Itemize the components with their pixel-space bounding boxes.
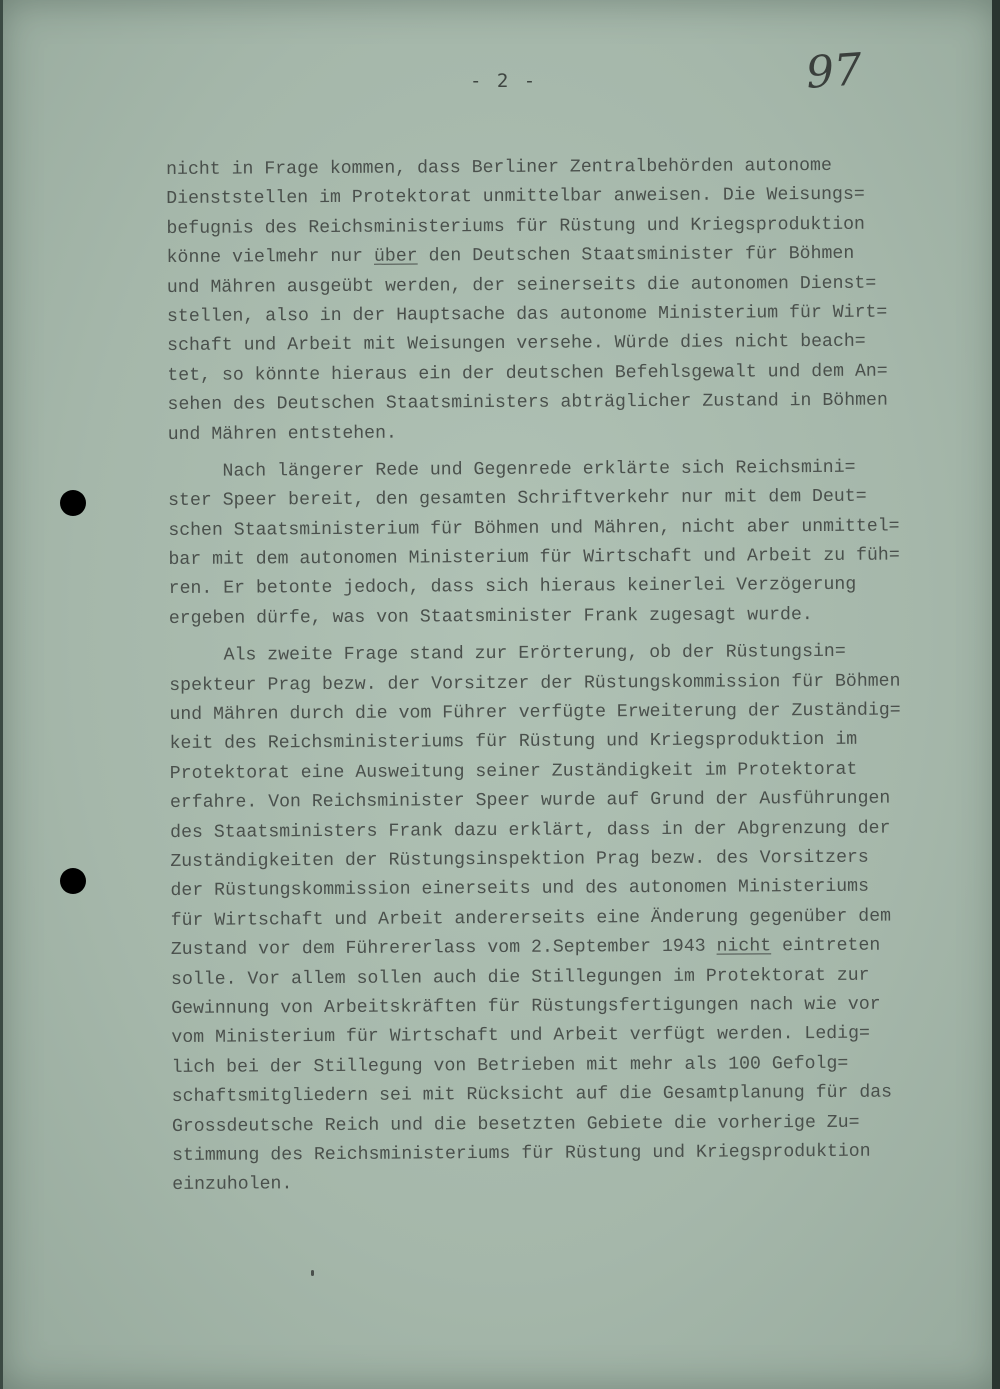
text-line: Gewinnung von Arbeitskräften für Rüstungsfertigungen nach wie vor [171, 994, 881, 1019]
paragraph-3 [169, 637, 992, 1200]
text-line: solle. Vor allem sollen auch die Stillegungen im Protektorat zur [170, 965, 870, 990]
text-line: bar mit dem autonomen Ministerium für Wirtschaft und Arbeit zu füh= [168, 545, 900, 571]
paragraph-2 [168, 453, 989, 634]
text-line: schaft und Arbeit mit Weisungen versehe. Würde dies nicht beach= [167, 332, 866, 357]
page-right-edge [992, 0, 1000, 1389]
text-line: tet, so könnte hieraus ein der deutschen Befehlsgewalt und dem An= [167, 361, 888, 386]
text-line: keit des Reichsministeriums für Rüstung und Kriegsproduktion im [169, 730, 858, 755]
page-left-edge [0, 0, 3, 1389]
text-line: Protektorat eine Ausweitung seiner Zuständigkeit im Protektorat [169, 759, 858, 784]
text-line: und Mähren durch die vom Führer verfügte Erweiterung der Zuständig= [169, 700, 901, 726]
text-line: Zuständigkeiten der Rüstungsinspektion Prag bezw. des Vorsitzers [170, 847, 869, 872]
text-line: stellen, also in der Hauptsache das autonome Ministerium für Wirt= [166, 302, 888, 327]
text-segment: Zustand vor dem Führererlass vom 2.September 1943 [170, 936, 717, 961]
paper-speck [311, 1270, 314, 1276]
text-line: Dienststellen im Protektorat unmittelbar anweisen. Die Weisungs= [166, 185, 865, 210]
text-line: Grossdeutsche Reich und die besetzten Gebiete die vorherige Zu= [171, 1112, 860, 1137]
text-line: Nach längerer Rede und Gegenrede erklärte sich Reichsmini= [167, 457, 856, 482]
text-line: erfahre. Von Reichsminister Speer wurde auf Grund der Ausführungen [169, 788, 891, 814]
text-line: spekteur Prag bezw. der Vorsitzer der Rüstungskommission für Böhmen [169, 671, 901, 696]
text-line: und Mähren ausgeübt werden, der seinerseits die autonomen Dienst= [166, 273, 877, 298]
text-line: ren. Er betonte jedoch, dass sich hieraus keinerlei Verzögerung [168, 575, 857, 600]
punch-hole-bottom [60, 868, 86, 894]
text-line: der Rüstungskommission einerseits und des autonomen Ministeriums [170, 877, 870, 902]
underlined-word: nicht [716, 936, 772, 957]
underlined-word: über [373, 246, 418, 267]
text-line: befugnis des Reichsministeriums für Rüstung und Kriegsproduktion [166, 214, 866, 239]
text-line: schen Staatsministerium für Böhmen und Mähren, nicht aber unmittel= [168, 516, 900, 541]
text-line: nicht in Frage kommen, dass Berliner Zentralbehörden autonome [166, 155, 832, 180]
text-line: sehen des Deutschen Staatsministers abträglicher Zustand in Böhmen [167, 390, 888, 416]
text-segment: eintreten [771, 935, 881, 957]
text-line: schaftsmitgliedern sei mit Rücksicht auf die Gesamtplanung für das [171, 1082, 893, 1108]
text-segment: könne vielmehr nur [166, 246, 375, 269]
text-line: und Mähren entstehen. [167, 423, 397, 445]
page-number: - 2 - [470, 70, 538, 92]
text-line: vom Ministerium für Wirtschaft und Arbeit verfügt werden. Ledig= [171, 1024, 870, 1049]
text-line: ergeben dürfe, was von Staatsminister Frank zugesagt wurde. [168, 604, 813, 629]
paragraph-1 [166, 151, 988, 450]
text-line [171, 931, 991, 965]
text-line: lich bei der Stillegung von Betrieben mit mehr als 100 Gefolg= [171, 1053, 849, 1078]
body-text [166, 151, 992, 1201]
text-line: ster Speer bereit, den gesamten Schriftverkehr nur mit dem Deut= [168, 487, 867, 512]
text-segment: den Deutschen Staatsminister für Böhmen [417, 243, 855, 267]
handwritten-folio-number: 97 [804, 44, 864, 99]
text-line: einzuholen. [172, 1174, 293, 1196]
text-line: des Staatsministers Frank dazu erklärt, dass in der Abgrenzung der [170, 818, 891, 843]
text-line: für Wirtschaft und Arbeit andererseits eine Änderung gegenüber dem [170, 906, 892, 931]
text-line: Als zweite Frage stand zur Erörterung, ob der Rüstungsin= [168, 642, 846, 667]
text-line: stimmung des Reichsministeriums für Rüstung und Kriegsproduktion [172, 1141, 871, 1166]
punch-hole-top [60, 490, 86, 516]
